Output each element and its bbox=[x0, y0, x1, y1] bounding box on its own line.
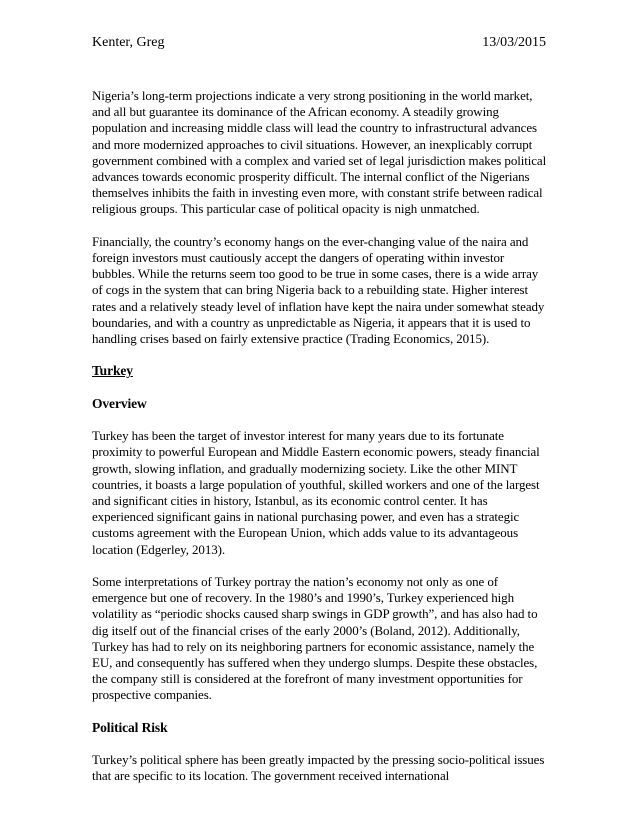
subheading-political-risk: Political Risk bbox=[92, 719, 168, 735]
paragraph-turkey-political: Turkey’s political sphere has been greatly impacted by the pressing socio-political issues that are specific to its location. The government received international bbox=[92, 752, 545, 784]
subheading-overview: Overview bbox=[92, 395, 147, 411]
paragraph-nigeria-finance: Financially, the country’s economy hangs on the ever-changing value of the naira and foreign investors must cautiously accept the dangers of operating within investor bubbles. While the returns seem too good to be true in some cases, there is a wide array of cogs in the system that can bring Nigeria back to a rebuilding state. Higher interest rates and a relatively steady level of inflation have kept the naira under somewhat steady boundaries, and with a country as unpredictable as Nigeria, it appears that it is used to handling crises based on fairly extensive practice (Trading Economics, 2015). bbox=[92, 233, 545, 347]
paragraph-turkey-overview: Turkey has been the target of investor interest for many years due to its fortunate proximity to powerful European and Middle Eastern economic powers, steady financial growth, slowing inflation, and gradually modernizing society. Like the other MINT countries, it boasts a large population of youthful, skilled workers and one of the largest and significant cities in history, Istanbul, as its economic control center. It has experienced significant gains in national purchasing power, and even has a strategic customs agreement with the European Union, which adds value to its advantageous location (Edgerley, 2013). bbox=[92, 428, 540, 557]
page-header bbox=[92, 34, 546, 52]
header-author: Kenter, Greg bbox=[92, 35, 165, 50]
paragraph-turkey-recovery: Some interpretations of Turkey portray the nation’s economy not only as one of emergence but one of recovery. In the 1980’s and 1990’s, Turkey experienced high volatility as “periodic shocks caused sharp swings in GDP growth”, and has also had to dig itself out of the financial crises of the early 2000’s (Boland, 2012). Additionally, Turkey has had to rely on its neighboring partners for economic assistance, namely the EU, and consequently has suffered when they undergo slumps. Despite these obstacles, the company still is considered at the forefront of many investment opportunities for prospective companies. bbox=[92, 574, 538, 703]
header-date: 13/03/2015 bbox=[482, 35, 546, 50]
document-body bbox=[92, 88, 547, 801]
section-heading-turkey: Turkey bbox=[92, 363, 133, 379]
paragraph-nigeria-outlook: Nigeria’s long-term projections indicate a very strong positioning in the world market, and all but guarantee its dominance of the African economy. A steadily growing population and increasing middle class will lead the country to infrastructural advances and more modernized approaches to civil situations. However, an inexplicably corrupt government combined with a complex and varied set of legal jurisdiction makes political advances towards economic prosperity difficult. The internal conflict of the Nigerians themselves inhibits the faith in investing even more, with constant strife between radical religious groups. This particular case of political opacity is nigh unmatched. bbox=[92, 88, 547, 217]
